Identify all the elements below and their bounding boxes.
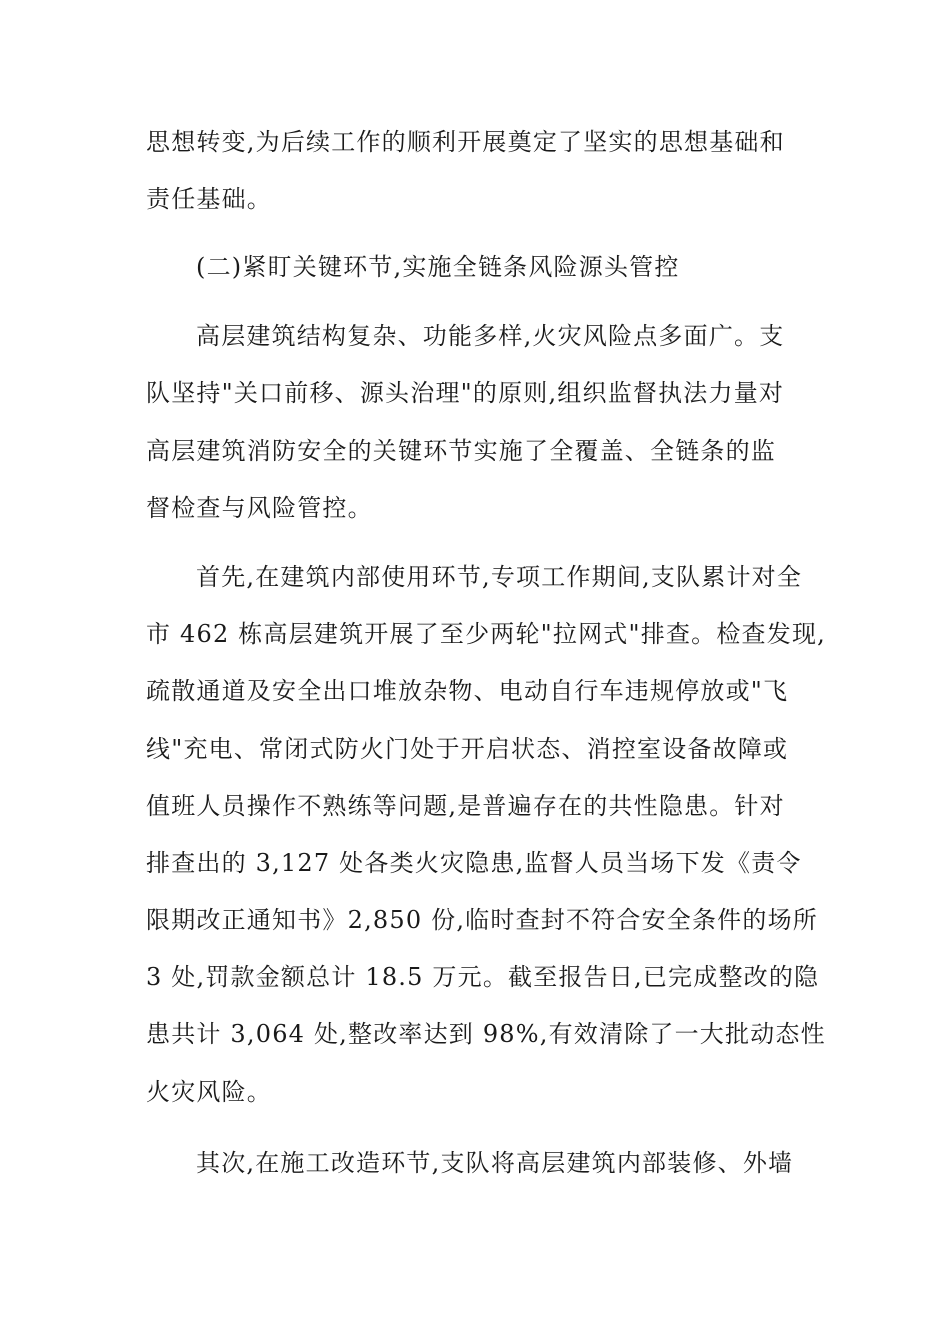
paragraph-line: 值班人员操作不熟练等问题,是普遍存在的共性隐患。针对 [146, 792, 785, 820]
paragraph-line: 高层建筑消防安全的关键环节实施了全覆盖、全链条的监 [146, 437, 776, 465]
paragraph-line: 队坚持"关口前移、源头治理"的原则,组织监督执法力量对 [146, 379, 785, 407]
paragraph-line: 责任基础。 [146, 185, 272, 213]
paragraph-line: 火灾风险。 [146, 1078, 272, 1106]
section-heading: (二)紧盯关键环节,实施全链条风险源头管控 [196, 253, 680, 281]
paragraph-line: 市 462 栋高层建筑开展了至少两轮"拉网式"排查。检查发现, [146, 620, 826, 648]
paragraph-line: 高层建筑结构复杂、功能多样,火灾风险点多面广。支 [196, 322, 785, 350]
paragraph-line: 排查出的 3,127 处各类火灾隐患,监督人员当场下发《责令 [146, 849, 802, 877]
paragraph-line: 患共计 3,064 处,整改率达到 98%,有效清除了一大批动态性 [146, 1020, 826, 1048]
paragraph-line: 限期改正通知书》2,850 份,临时查封不符合安全条件的场所 [146, 906, 818, 934]
paragraph-line: 督检查与风险管控。 [146, 494, 373, 522]
paragraph-line: 线"充电、常闭式防火门处于开启状态、消控室设备故障或 [146, 735, 789, 763]
paragraph-line: 思想转变,为后续工作的顺利开展奠定了坚实的思想基础和 [146, 128, 785, 156]
paragraph-line: 3 处,罚款金额总计 18.5 万元。截至报告日,已完成整改的隐 [146, 963, 820, 991]
paragraph-line: 疏散通道及安全出口堆放杂物、电动自行车违规停放或"飞 [146, 677, 789, 705]
paragraph-line: 其次,在施工改造环节,支队将高层建筑内部装修、外墙 [196, 1149, 794, 1177]
paragraph-line: 首先,在建筑内部使用环节,专项工作期间,支队累计对全 [196, 563, 803, 591]
